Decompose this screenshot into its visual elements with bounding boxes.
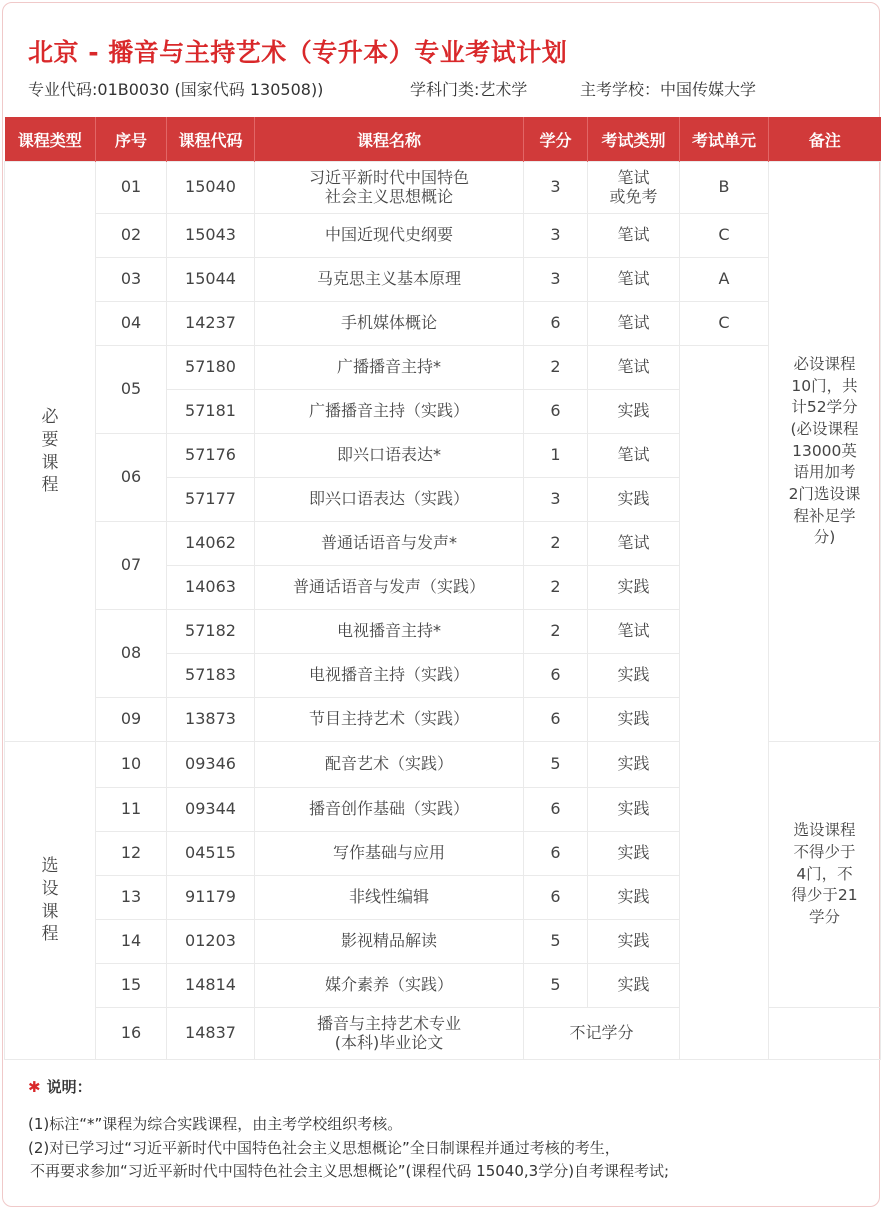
exam-type-line: 实践 — [617, 665, 650, 685]
course-name-cell — [255, 1008, 524, 1060]
remark-elective-line: 学分 — [808, 908, 840, 927]
category-elective-char-line: 程 — [41, 924, 59, 945]
exam-type-cell — [588, 258, 680, 302]
credit-cell: 3 — [524, 478, 588, 522]
header-remark: 备注 — [769, 117, 881, 162]
seq-cell: 12 — [96, 832, 167, 876]
category-elective-char-line: 选 — [41, 855, 59, 876]
exam-type-line: 笔试 — [617, 168, 650, 188]
remark-required — [769, 162, 881, 742]
exam-type-cell — [588, 302, 680, 346]
exam-unit-cell: C — [680, 214, 769, 258]
exam-type-cell — [588, 832, 680, 876]
course-name-cell — [255, 788, 524, 832]
category-required-char-line: 程 — [41, 475, 59, 496]
exam-type-cell — [588, 522, 680, 566]
credit-cell: 6 — [524, 698, 588, 742]
exam-type-cell — [588, 920, 680, 964]
remark-required-line: 10门，共 — [791, 376, 858, 395]
course-name-line: 即兴口语表达（实践） — [308, 489, 469, 509]
credit-cell: 2 — [524, 566, 588, 610]
category-elective-char-line: 设 — [41, 878, 59, 899]
course-name-cell — [255, 832, 524, 876]
remark-required-line: 程补足学 — [793, 506, 856, 525]
course-code-cell: 57183 — [167, 654, 255, 698]
course-name-cell — [255, 346, 524, 390]
table-row — [5, 258, 881, 302]
course-name-line: 习近平新时代中国特色 — [308, 168, 469, 188]
exam-unit-cell — [680, 346, 769, 1060]
course-name-line: (本科)毕业论文 — [334, 1032, 444, 1052]
course-code-cell: 01203 — [167, 920, 255, 964]
exam-unit-cell: C — [680, 302, 769, 346]
course-name-line: 播音与主持艺术专业 — [316, 1014, 461, 1034]
seq-cell: 11 — [96, 788, 167, 832]
remark-required-line: 分) — [813, 528, 836, 547]
credit-cell: 不记学分 — [524, 1008, 680, 1060]
note-line-2: (2)对已学习过“习近平新时代中国特色社会主义思想概论”全日制课程并通过考核的考生， — [28, 1138, 620, 1157]
credit-cell: 6 — [524, 788, 588, 832]
exam-type-cell — [588, 214, 680, 258]
credit-cell: 5 — [524, 742, 588, 788]
remark-required-line: 语用加考 — [793, 463, 856, 482]
course-name-line: 配音艺术（实践） — [324, 754, 453, 774]
exam-type-line: 实践 — [617, 401, 650, 421]
course-name-cell — [255, 698, 524, 742]
remark-empty — [769, 1008, 881, 1060]
course-code-cell: 91179 — [167, 876, 255, 920]
exam-type-line: 笔试 — [617, 357, 650, 377]
seq-cell: 10 — [96, 742, 167, 788]
seq-cell: 09 — [96, 698, 167, 742]
seq-cell: 01 — [96, 162, 167, 214]
note-line-3: 不再要求参加“习近平新时代中国特色社会主义思想概论”(课程代码 15040,3学分)自考课程考试; — [30, 1161, 670, 1180]
exam-type-line: 实践 — [617, 489, 650, 509]
course-code-cell: 15040 — [167, 162, 255, 214]
exam-type-cell — [588, 478, 680, 522]
course-name-cell — [255, 434, 524, 478]
header-course-code: 课程代码 — [167, 117, 255, 162]
course-name-cell — [255, 390, 524, 434]
course-name-line: 媒介素养（实践） — [324, 975, 453, 995]
course-name-line: 广播播音主持（实践） — [308, 401, 469, 421]
exam-type-line: 实践 — [617, 975, 650, 995]
remark-required-line: 必设课程 — [793, 354, 856, 373]
exam-unit-cell: A — [680, 258, 769, 302]
notes-heading-row — [28, 1076, 669, 1099]
exam-school: 主考学校：中国传媒大学 — [580, 80, 757, 99]
course-name-cell — [255, 302, 524, 346]
seq-cell: 03 — [96, 258, 167, 302]
course-code-cell: 57181 — [167, 390, 255, 434]
exam-type-line: 实践 — [617, 887, 650, 907]
header-credit: 学分 — [524, 117, 588, 162]
exam-type-cell — [588, 876, 680, 920]
course-name-line: 手机媒体概论 — [340, 313, 437, 333]
credit-cell: 3 — [524, 258, 588, 302]
course-name-cell — [255, 610, 524, 654]
major-code: 专业代码:01B0030 (国家代码 130508)) — [28, 80, 324, 99]
remark-elective-line: 不得少于 — [793, 842, 856, 861]
seq-cell: 05 — [96, 346, 167, 434]
credit-cell: 6 — [524, 832, 588, 876]
course-name-line: 影视精品解读 — [340, 931, 437, 951]
course-code-cell: 57176 — [167, 434, 255, 478]
notes-section — [28, 1076, 669, 1183]
course-name-line: 普通话语音与发声（实践） — [292, 577, 485, 597]
exam-type-cell — [588, 162, 680, 214]
exam-type-line: 实践 — [617, 577, 650, 597]
table-header-row — [5, 117, 881, 162]
course-code-cell: 04515 — [167, 832, 255, 876]
remark-elective-line: 选设课程 — [793, 821, 856, 840]
course-name-cell — [255, 742, 524, 788]
seq-cell: 14 — [96, 920, 167, 964]
exam-type-line: 实践 — [617, 799, 650, 819]
exam-type-cell — [588, 434, 680, 478]
credit-cell: 1 — [524, 434, 588, 478]
course-code-cell: 14837 — [167, 1008, 255, 1060]
table-row — [5, 302, 881, 346]
course-code-cell: 14062 — [167, 522, 255, 566]
header-seq: 序号 — [96, 117, 167, 162]
course-name-cell — [255, 920, 524, 964]
table-row — [5, 214, 881, 258]
table-row — [5, 346, 881, 390]
course-name-line: 广播播音主持* — [336, 357, 441, 377]
course-name-line: 中国近现代史纲要 — [324, 225, 453, 245]
course-code-cell: 14063 — [167, 566, 255, 610]
credit-cell: 2 — [524, 522, 588, 566]
course-name-line: 非线性编辑 — [348, 887, 429, 907]
exam-type-cell — [588, 346, 680, 390]
asterisk-icon: ✱ — [28, 1078, 41, 1096]
course-name-line: 马克思主义基本原理 — [316, 269, 461, 289]
exam-type-line: 或免考 — [609, 186, 658, 206]
remark-required-line: 计52学分 — [791, 398, 858, 417]
category-elective-char-line: 课 — [41, 901, 59, 922]
course-code-cell: 09346 — [167, 742, 255, 788]
course-name-line: 节目主持艺术（实践） — [308, 709, 469, 729]
course-code-cell: 15043 — [167, 214, 255, 258]
exam-type-line: 实践 — [617, 931, 650, 951]
course-name-line: 电视播音主持* — [336, 621, 441, 641]
course-name-cell — [255, 522, 524, 566]
exam-type-cell — [588, 698, 680, 742]
header-exam-unit: 考试单元 — [680, 117, 769, 162]
credit-cell: 6 — [524, 876, 588, 920]
course-name-line: 电视播音主持（实践） — [308, 665, 469, 685]
seq-cell: 13 — [96, 876, 167, 920]
remark-required-line: 13000英 — [792, 441, 857, 460]
seq-cell: 07 — [96, 522, 167, 610]
exam-unit-cell: B — [680, 162, 769, 214]
course-code-cell: 57177 — [167, 478, 255, 522]
credit-cell: 5 — [524, 964, 588, 1008]
exam-type-line: 实践 — [617, 709, 650, 729]
course-name-cell — [255, 964, 524, 1008]
course-code-cell: 15044 — [167, 258, 255, 302]
course-name-line: 即兴口语表达* — [336, 445, 441, 465]
course-name-line: 社会主义思想概论 — [324, 186, 453, 206]
category-required-char-line: 课 — [41, 452, 59, 473]
seq-cell: 04 — [96, 302, 167, 346]
exam-type-line: 笔试 — [617, 621, 650, 641]
exam-plan-table — [4, 117, 881, 1060]
credit-cell: 2 — [524, 346, 588, 390]
exam-type-line: 笔试 — [617, 533, 650, 553]
header-exam-type: 考试类别 — [588, 117, 680, 162]
remark-elective-line: 得少于21 — [791, 886, 858, 905]
credit-cell: 3 — [524, 214, 588, 258]
credit-cell: 6 — [524, 390, 588, 434]
category-required-char-line: 要 — [41, 429, 59, 450]
course-name-line: 写作基础与应用 — [332, 843, 445, 863]
notes-heading: 说明： — [46, 1078, 92, 1096]
course-name-cell — [255, 162, 524, 214]
exam-type-line: 实践 — [617, 843, 650, 863]
exam-type-cell — [588, 788, 680, 832]
course-code-cell: 57180 — [167, 346, 255, 390]
course-name-cell — [255, 258, 524, 302]
exam-type-cell — [588, 742, 680, 788]
remark-required-line: 2门选设课 — [788, 485, 861, 504]
discipline: 学科门类:艺术学 — [410, 80, 528, 99]
course-code-cell: 09344 — [167, 788, 255, 832]
course-code-cell: 14814 — [167, 964, 255, 1008]
exam-type-cell — [588, 566, 680, 610]
seq-cell: 16 — [96, 1008, 167, 1060]
seq-cell: 06 — [96, 434, 167, 522]
seq-cell: 08 — [96, 610, 167, 698]
category-required — [5, 162, 96, 742]
remark-elective — [769, 742, 881, 1008]
course-name-cell — [255, 478, 524, 522]
course-name-cell — [255, 566, 524, 610]
exam-type-line: 实践 — [617, 754, 650, 774]
header-course-type: 课程类型 — [5, 117, 96, 162]
course-code-cell: 14237 — [167, 302, 255, 346]
credit-cell: 3 — [524, 162, 588, 214]
seq-cell: 15 — [96, 964, 167, 1008]
course-name-cell — [255, 876, 524, 920]
exam-type-cell — [588, 654, 680, 698]
seq-cell: 02 — [96, 214, 167, 258]
credit-cell: 2 — [524, 610, 588, 654]
remark-elective-line: 4门，不 — [796, 864, 853, 883]
note-line-1: (1)标注“*”课程为综合实践课程，由主考学校组织考核。 — [28, 1115, 403, 1134]
course-name-line: 普通话语音与发声* — [320, 533, 457, 553]
remark-required-line: (必设课程 — [790, 419, 859, 438]
course-name-cell — [255, 654, 524, 698]
credit-cell: 6 — [524, 302, 588, 346]
page-title: 北京 - 播音与主持艺术（专升本）专业考试计划 — [28, 38, 568, 67]
exam-type-cell — [588, 610, 680, 654]
exam-type-line: 笔试 — [617, 445, 650, 465]
table-row — [5, 162, 881, 214]
course-name-cell — [255, 214, 524, 258]
course-name-line: 播音创作基础（实践） — [308, 799, 469, 819]
course-code-cell: 13873 — [167, 698, 255, 742]
category-elective — [5, 742, 96, 1060]
category-required-char-line: 必 — [41, 406, 59, 427]
exam-type-line: 笔试 — [617, 269, 650, 289]
course-code-cell: 57182 — [167, 610, 255, 654]
exam-type-line: 笔试 — [617, 313, 650, 333]
header-course-name: 课程名称 — [255, 117, 524, 162]
credit-cell: 6 — [524, 654, 588, 698]
credit-cell: 5 — [524, 920, 588, 964]
exam-type-line: 笔试 — [617, 225, 650, 245]
exam-type-cell — [588, 964, 680, 1008]
exam-type-cell — [588, 390, 680, 434]
